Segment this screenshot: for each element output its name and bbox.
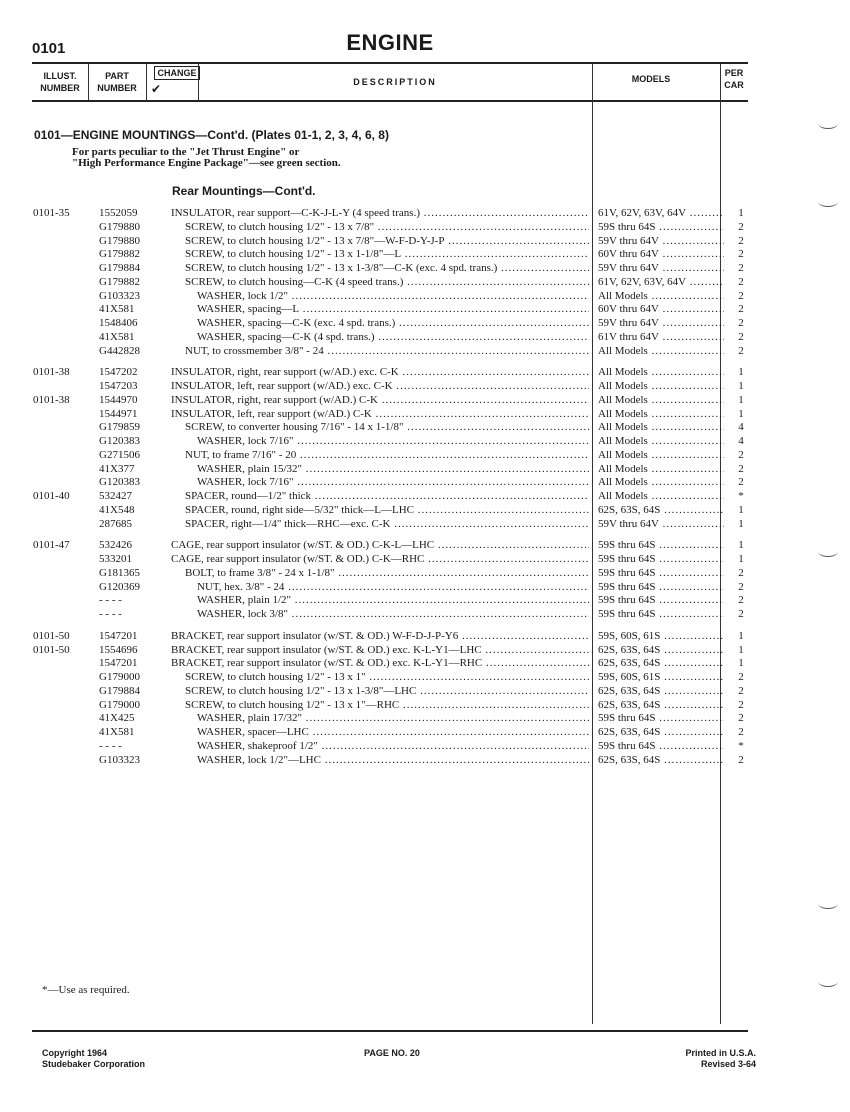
part-number: 287685 — [99, 517, 132, 530]
table-row — [0, 656, 850, 670]
table-row — [0, 434, 850, 448]
illust-number: 0101-38 — [33, 366, 70, 379]
models: 59S thru 64S ..... — [598, 566, 724, 580]
description: BRACKET, rear support insulator (w/ST. & OD.) W-F-D-J-P-Y6 ..... — [171, 629, 589, 643]
description: WASHER, spacing—C-K (4 spd. trans.) ..... — [197, 330, 589, 344]
per-car: 1 — [738, 393, 744, 406]
per-car: 2 — [738, 698, 744, 711]
illust-number: 0101-50 — [33, 643, 70, 656]
models: 61V, 62V, 63V, 64V ..... — [598, 275, 724, 289]
part-number: G103323 — [99, 289, 140, 302]
models: 59S thru 64S ..... — [598, 739, 724, 753]
section-heading: 0101—ENGINE MOUNTINGS—Cont'd. (Plates 01-1, 2, 3, 4, 6, 8) — [34, 128, 389, 142]
per-car: 2 — [738, 344, 744, 357]
models: 59V thru 64V ..... — [598, 517, 724, 531]
part-number: 41X581 — [99, 726, 135, 738]
table-row — [0, 289, 850, 303]
models: All Models ..... — [598, 462, 724, 476]
part-number: 41X377 — [99, 462, 135, 475]
table-row — [0, 711, 850, 725]
table-row — [0, 670, 850, 684]
per-car: 1 — [738, 517, 744, 530]
description: INSULATOR, rear support—C-K-J-L-Y (4 speed trans.) ..... — [171, 206, 589, 220]
per-car: 4 — [738, 421, 744, 434]
per-car: * — [738, 490, 744, 502]
subsection-heading: Rear Mountings—Cont'd. — [172, 184, 316, 198]
per-car: 2 — [738, 476, 744, 489]
table-row — [0, 247, 850, 261]
part-number: 1547203 — [99, 380, 138, 392]
page-code: 0101 — [32, 40, 66, 57]
table-row — [0, 629, 850, 643]
table-row — [0, 503, 850, 517]
description: CAGE, rear support insulator (w/ST. & OD.) C-K—RHC ..... — [171, 552, 589, 566]
part-number: G181365 — [99, 566, 140, 579]
part-number: G103323 — [99, 753, 140, 766]
part-number: G120383 — [99, 435, 140, 447]
column-header-bar — [32, 62, 748, 102]
table-row — [0, 552, 850, 566]
copyright: Copyright 1964 Studebaker Corporation — [42, 1048, 146, 1069]
per-car: 2 — [738, 580, 744, 593]
table-row — [0, 739, 850, 753]
table-row — [0, 344, 850, 358]
table-row — [0, 261, 850, 275]
models: 59S thru 64S ..... — [598, 538, 724, 552]
per-car: 2 — [738, 330, 744, 343]
footnote: *—Use as required. — [42, 984, 130, 996]
models: All Models ..... — [598, 434, 724, 448]
column-header-per-car: PER CAR — [724, 68, 744, 90]
punch-hole-mark — [818, 118, 838, 129]
models: 60V thru 64V ..... — [598, 247, 724, 261]
models: All Models ..... — [598, 420, 724, 434]
description: WASHER, lock 7/16" ..... — [197, 434, 589, 448]
page-title: ENGINE — [346, 30, 434, 55]
description: SPACER, round—1/2" thick ..... — [185, 489, 589, 503]
part-number: 1548406 — [99, 317, 138, 329]
part-number: G179880 — [99, 234, 140, 247]
print-info: Printed in U.S.A. Revised 3-64 — [685, 1048, 756, 1069]
table-row — [0, 462, 850, 476]
models: All Models ..... — [598, 489, 724, 503]
part-number: G179882 — [99, 275, 140, 288]
description: SPACER, right—1/4" thick—RHC—exc. C-K ..... — [185, 517, 589, 531]
part-number: 1552059 — [99, 207, 138, 219]
table-row — [0, 220, 850, 234]
description: SCREW, to clutch housing 1/2" - 13 x 1-3/8"—C-K (exc. 4 spd. trans.) ..... — [185, 261, 589, 275]
part-number: G179859 — [99, 421, 140, 434]
models: All Models ..... — [598, 344, 724, 358]
table-row — [0, 393, 850, 407]
part-number: G179882 — [99, 248, 140, 261]
models: 59S thru 64S ..... — [598, 552, 724, 566]
per-car: 1 — [738, 553, 744, 565]
part-number: 1547202 — [99, 366, 138, 379]
per-car: 2 — [738, 262, 744, 274]
per-car: 2 — [738, 608, 744, 620]
table-row — [0, 684, 850, 698]
models: All Models ..... — [598, 289, 724, 303]
description: NUT, hex. 3/8" - 24 ..... — [197, 580, 589, 594]
models: All Models ..... — [598, 379, 724, 393]
models: 62S, 63S, 64S ..... — [598, 656, 724, 670]
part-number: - - - - — [99, 594, 122, 607]
part-number: 41X581 — [99, 303, 135, 316]
part-number: 1547201 — [99, 657, 138, 670]
illust-number: 0101-50 — [33, 629, 70, 642]
description: WASHER, lock 1/2"—LHC ..... — [197, 753, 589, 767]
per-car: 1 — [738, 380, 744, 392]
part-number: G442828 — [99, 344, 140, 357]
table-row — [0, 593, 850, 607]
per-car: 2 — [738, 684, 744, 697]
per-car: 2 — [738, 234, 744, 247]
models: 59S thru 64S ..... — [598, 607, 724, 621]
column-header-part: PART NUMBER — [97, 71, 137, 93]
models: All Models ..... — [598, 365, 724, 379]
per-car: 2 — [738, 671, 744, 683]
models: 62S, 63S, 64S ..... — [598, 503, 724, 517]
per-car: 1 — [738, 503, 744, 516]
description: SCREW, to clutch housing 1/2" - 13 x 1-1/8"—L ..... — [185, 247, 589, 261]
table-row — [0, 330, 850, 344]
description: WASHER, shakeproof 1/2" ..... — [197, 739, 589, 753]
description: CAGE, rear support insulator (w/ST. & OD.) C-K-L—LHC ..... — [171, 538, 589, 552]
models: 59S thru 64S ..... — [598, 220, 724, 234]
punch-hole-mark — [818, 898, 838, 909]
description: WASHER, plain 17/32" ..... — [197, 711, 589, 725]
description: BOLT, to frame 3/8" - 24 x 1-1/8" ..... — [185, 566, 589, 580]
models: 60V thru 64V ..... — [598, 302, 724, 316]
table-row — [0, 643, 850, 657]
part-number: 1547201 — [99, 629, 138, 642]
models: All Models ..... — [598, 475, 724, 489]
per-car: 1 — [738, 657, 744, 670]
description: SPACER, round, right side—5/32" thick—L—LHC ..... — [185, 503, 589, 517]
table-row — [0, 365, 850, 379]
per-car: 2 — [738, 566, 744, 579]
models: 59S thru 64S ..... — [598, 593, 724, 607]
models: 59S, 60S, 61S ..... — [598, 670, 724, 684]
table-row — [0, 302, 850, 316]
description: WASHER, lock 1/2" ..... — [197, 289, 589, 303]
column-divider — [88, 64, 89, 100]
table-row — [0, 407, 850, 421]
punch-hole-mark — [818, 546, 838, 557]
part-number: 1554696 — [99, 643, 138, 656]
description: INSULATOR, right, rear support (w/AD.) exc. C-K ..... — [171, 365, 589, 379]
per-car: 1 — [738, 207, 744, 219]
part-number: G179880 — [99, 220, 140, 233]
part-number: G120369 — [99, 580, 140, 593]
table-row — [0, 607, 850, 621]
illust-number: 0101-35 — [33, 207, 70, 219]
description: NUT, to crossmember 3/8" - 24 ..... — [185, 344, 589, 358]
table-row — [0, 517, 850, 531]
column-header-illust: ILLUST. NUMBER — [40, 71, 80, 93]
change-checkmark-icon: ✔ — [151, 82, 162, 96]
table-row — [0, 448, 850, 462]
description: SCREW, to clutch housing 1/2" - 13 x 1"—RHC ..... — [185, 698, 589, 712]
part-number: G179000 — [99, 671, 140, 683]
description: BRACKET, rear support insulator (w/ST. & OD.) exc. K-L-Y1—LHC ..... — [171, 643, 589, 657]
description: SCREW, to clutch housing 1/2" - 13 x 7/8"—W-F-D-Y-J-P ..... — [185, 234, 589, 248]
per-car: 2 — [738, 275, 744, 288]
table-row — [0, 420, 850, 434]
per-car: 2 — [738, 289, 744, 302]
table-row — [0, 275, 850, 289]
table-row — [0, 206, 850, 220]
part-number: G179884 — [99, 684, 140, 697]
section-note-line-2: "High Performance Engine Package"—see green section. — [72, 157, 341, 169]
table-row — [0, 698, 850, 712]
footer-rule — [32, 1030, 748, 1032]
part-number: 41X548 — [99, 503, 135, 516]
models: 61V, 62V, 63V, 64V ..... — [598, 206, 724, 220]
per-car: 2 — [738, 712, 744, 725]
per-car: 1 — [738, 643, 744, 656]
table-row — [0, 379, 850, 393]
part-number: G120383 — [99, 476, 140, 489]
description: INSULATOR, right, rear support (w/AD.) C-K ..... — [171, 393, 589, 407]
models: 61V thru 64V ..... — [598, 330, 724, 344]
description: WASHER, plain 15/32" ..... — [197, 462, 589, 476]
models: All Models ..... — [598, 407, 724, 421]
per-car: 1 — [738, 366, 744, 379]
description: WASHER, plain 1/2" ..... — [197, 593, 589, 607]
part-number: 41X425 — [99, 712, 135, 725]
models: 62S, 63S, 64S ..... — [598, 698, 724, 712]
models: 59S thru 64S ..... — [598, 711, 724, 725]
per-car: 1 — [738, 539, 744, 552]
description: SCREW, to clutch housing 1/2" - 13 x 1" ..... — [185, 670, 589, 684]
table-row — [0, 580, 850, 594]
column-header-description: DESCRIPTION — [353, 77, 437, 87]
description: NUT, to frame 7/16" - 20 ..... — [185, 448, 589, 462]
table-row — [0, 489, 850, 503]
part-number: 533201 — [99, 553, 132, 565]
part-number: 1544970 — [99, 393, 138, 406]
column-divider — [198, 64, 199, 100]
models: 59V thru 64V ..... — [598, 261, 724, 275]
models: 59V thru 64V ..... — [598, 316, 724, 330]
illust-number: 0101-38 — [33, 393, 70, 406]
part-number: - - - - — [99, 608, 122, 620]
table-row — [0, 725, 850, 739]
part-number: G179884 — [99, 262, 140, 274]
per-car: 1 — [738, 407, 744, 420]
table-row — [0, 753, 850, 767]
section-note-line-1: For parts peculiar to the "Jet Thrust Engine" or — [72, 146, 300, 158]
models: 62S, 63S, 64S ..... — [598, 753, 724, 767]
part-number: 41X581 — [99, 330, 135, 343]
per-car: 2 — [738, 753, 744, 766]
models: 59V thru 64V ..... — [598, 234, 724, 248]
punch-hole-mark — [818, 196, 838, 207]
part-number: G179000 — [99, 698, 140, 711]
description: WASHER, lock 3/8" ..... — [197, 607, 589, 621]
part-number: 532427 — [99, 490, 132, 502]
description: WASHER, spacing—C-K (exc. 4 spd. trans.) ..... — [197, 316, 589, 330]
models: All Models ..... — [598, 393, 724, 407]
per-car: 2 — [738, 594, 744, 607]
description: SCREW, to clutch housing—C-K (4 speed trans.) ..... — [185, 275, 589, 289]
per-car: 2 — [738, 462, 744, 475]
description: INSULATOR, left, rear support (w/AD.) exc. C-K ..... — [171, 379, 589, 393]
per-car: 2 — [738, 220, 744, 233]
per-car: 1 — [738, 629, 744, 642]
table-row — [0, 538, 850, 552]
per-car: 2 — [738, 317, 744, 329]
column-header-models: MODELS — [631, 74, 671, 84]
description: INSULATOR, left, rear support (w/AD.) C-K ..... — [171, 407, 589, 421]
part-number: G271506 — [99, 448, 140, 461]
column-header-change: CHANGE — [154, 66, 200, 80]
per-car: 2 — [738, 303, 744, 316]
description: SCREW, to clutch housing 1/2" - 13 x 1-3/8"—LHC ..... — [185, 684, 589, 698]
page-number: PAGE NO. 20 — [364, 1048, 420, 1058]
description: WASHER, lock 7/16" ..... — [197, 475, 589, 489]
punch-hole-mark — [818, 976, 838, 987]
per-car: 4 — [738, 435, 744, 447]
illust-number: 0101-47 — [33, 539, 70, 552]
table-row — [0, 566, 850, 580]
description: WASHER, spacer—LHC ..... — [197, 725, 589, 739]
part-number: 1544971 — [99, 407, 138, 420]
description: SCREW, to converter housing 7/16" - 14 x 1-1/8" ..... — [185, 420, 589, 434]
models: All Models ..... — [598, 448, 724, 462]
table-row — [0, 475, 850, 489]
table-row — [0, 316, 850, 330]
per-car: 2 — [738, 248, 744, 261]
table-row — [0, 234, 850, 248]
per-car: 2 — [738, 726, 744, 738]
description: BRACKET, rear support insulator (w/ST. & OD.) exc. K-L-Y1—RHC ..... — [171, 656, 589, 670]
models: 59S, 60S, 61S ..... — [598, 629, 724, 643]
column-divider — [146, 64, 147, 100]
per-car: 2 — [738, 448, 744, 461]
models: 62S, 63S, 64S ..... — [598, 725, 724, 739]
description: WASHER, spacing—L ..... — [197, 302, 589, 316]
models: 59S thru 64S ..... — [598, 580, 724, 594]
models: 62S, 63S, 64S ..... — [598, 684, 724, 698]
illust-number: 0101-40 — [33, 490, 70, 502]
part-number: - - - - — [99, 739, 122, 752]
per-car: * — [738, 739, 744, 752]
part-number: 532426 — [99, 539, 132, 552]
models: 62S, 63S, 64S ..... — [598, 643, 724, 657]
description: SCREW, to clutch housing 1/2" - 13 x 7/8" ..... — [185, 220, 589, 234]
